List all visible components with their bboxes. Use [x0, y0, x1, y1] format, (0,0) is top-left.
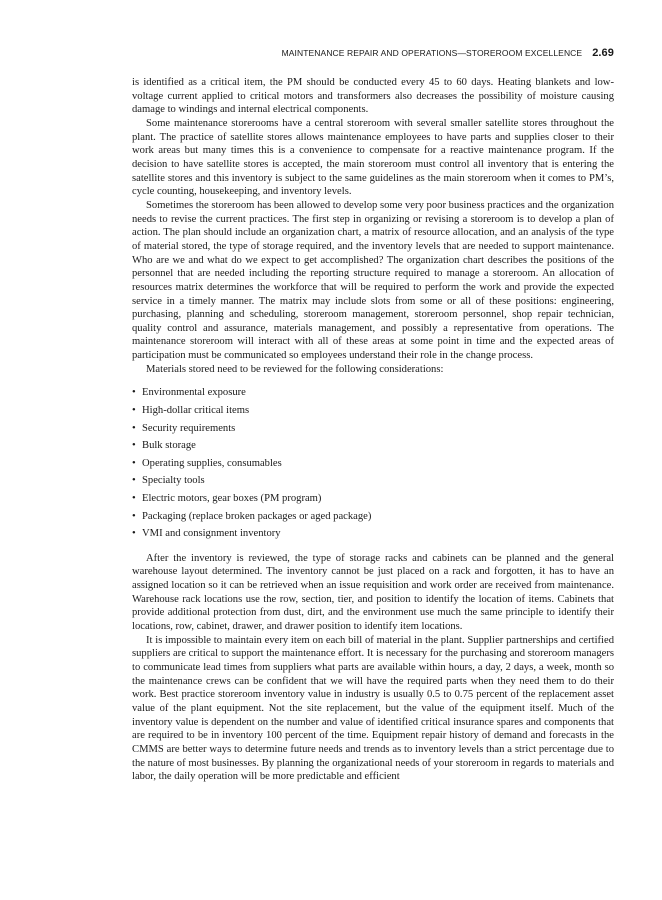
list-item: • Environmental exposure: [132, 384, 614, 402]
list-item: • High-dollar critical items: [132, 402, 614, 420]
considerations-list: [132, 384, 614, 542]
body-text: [132, 76, 614, 784]
paragraph-continuation: is identified as a critical item, the PM should be conducted every 45 to 60 days. Heating blankets and low-voltage current applied to critical motors and transformers also decreases the possibility of moisture causing damage to windings and internal electrical components.: [132, 77, 614, 116]
page-number: 2.69: [592, 47, 614, 59]
list-item: • Security requirements: [132, 420, 614, 438]
paragraph-storage-layout: After the inventory is reviewed, the type of storage racks and cabinets can be planned and the general warehouse layout determined. The inventory cannot be just placed on a rack and forgotten, it has to have an assigned location so it can be retrieved when an issue requisition and work order are received from maintenance. Warehouse rack locations use the row, section, tier, and position to identify the location of items. Cabinets that provide additional protection from dust, dirt, and the environment use much the same principle to identify their locations, row, cabinet, drawer, and drawer position to identify item locations.: [132, 552, 614, 633]
paragraph-plan-of-action: Sometimes the storeroom has been allowed to develop some very poor business practices and the organization needs to revise the current practices. The first step in organizing or revising a storeroom is to develop a plan of action. The plan should include an organization chart, a matrix of resource allocation, and an analysis of the type of material stored, the type of storage required, and the inventory levels that are needed to support maintenance. Who are we and what do we expect to get accomplished? The organization chart describes the positions of the personnel that are needed including the reporting structure required to manage a storeroom. An allocation of resources matrix determines the workforce that will be required to perform the work and provide the expected service in a timely manner. The matrix may include slots from some or all of these positions: engineering, purchasing, planning and scheduling, storeroom management, storeroom personnel, shop repair technician, quality control and assurance, materials management, and possibly a representative from operations. The maintenance storeroom will interact with all of these areas at some point in time and the expected areas of participation must be communicated so employees understand their role in the change process.: [132, 199, 614, 362]
list-item: • Electric motors, gear boxes (PM program): [132, 490, 614, 508]
running-header: [132, 47, 614, 59]
paragraph-supplier-partnerships: It is impossible to maintain every item on each bill of material in the plant. Supplier partnerships and certified suppliers are critical to support the maintenance effort. It is necessary for the purchasing and storeroom managers to communicate lead times from suppliers what parts are available within hours, a day, 2 days, a week, month so the maintenance crews can be confident that we will have the required parts when they need them to do their work. Best practice storeroom inventory value in industry is usually 0.5 to 0.75 percent of the replacement asset value of the plant equipment. Not the site replacement, but the value of the equipment itself. Much of the inventory value is dependent on the number and value of identified critical insurance spares and components that are required to be in inventory 100 percent of the time. Equipment repair history of demand and forecasts in the CMMS are better ways to determine future needs and trends as to inventory levels than a strict percentage due to the nature of most businesses. By planning the organizational needs of your storeroom in regards to materials and labor, the daily operation will be more predictable and efficient: [132, 634, 614, 783]
paragraph-satellite-stores: Some maintenance storerooms have a central storeroom with several smaller satellite stores throughout the plant. The practice of satellite stores allows maintenance employees to have parts and supplies closer to their work areas but many times this is a convenience to compensate for a reactive maintenance program. If the decision to have satellite stores is accepted, the main storeroom must control all inventory that is entering the satellite stores and this inventory is subject to the same guidelines as the main storeroom when it comes to PM’s, cycle counting, housekeeping, and inventory levels.: [132, 117, 614, 198]
running-title: MAINTENANCE REPAIR AND OPERATIONS—STOREROOM EXCELLENCE: [281, 48, 583, 58]
list-item: • VMI and consignment inventory: [132, 525, 614, 543]
list-item: • Specialty tools: [132, 472, 614, 490]
list-item: • Packaging (replace broken packages or aged package): [132, 508, 614, 526]
list-item: • Bulk storage: [132, 437, 614, 455]
paragraph-materials-intro: Materials stored need to be reviewed for the following considerations:: [146, 363, 444, 375]
list-item: • Operating supplies, consumables: [132, 455, 614, 473]
